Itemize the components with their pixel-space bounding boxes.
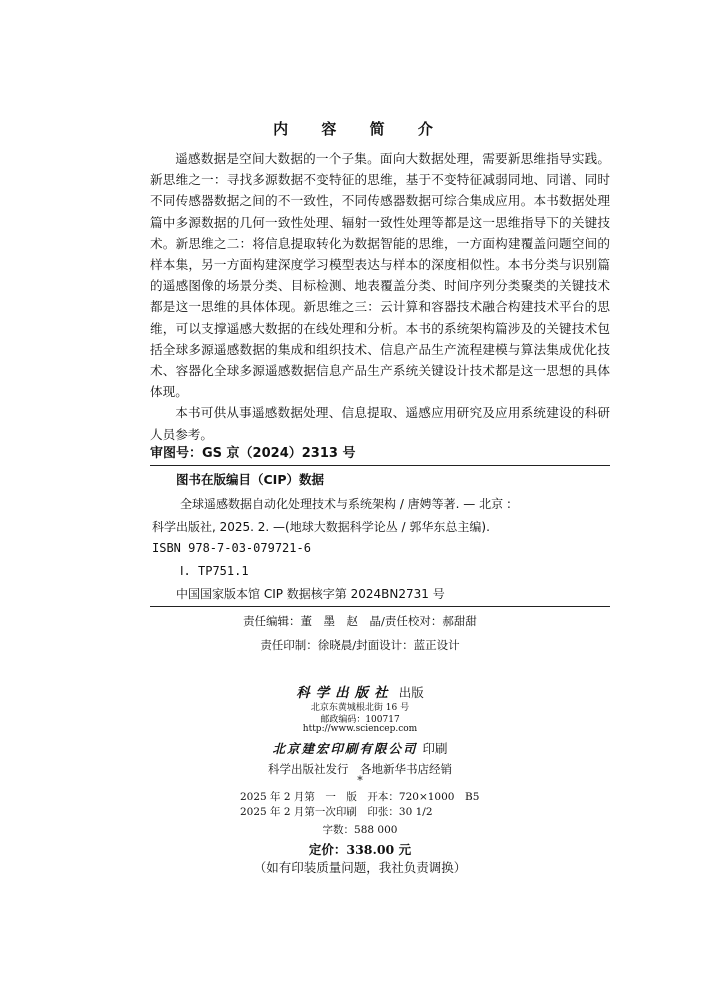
summary-paragraph-1: 遥感数据是空间大数据的一个子集。面向大数据处理，需要新思维指导实践。新思维之一：寻找多源数据不变特征的思维，基于不变特征减弱同地、同谱、同时不同传感器数据之间的不一致性，不同传感器数据可综合集成应用。本书数据处理篇中多源数据的几何一致性处理、辐射一致性处理等都是这一思维指导下的关键技术。新思维之二：将信息提取转化为数据智能的思维，一方面构建覆盖问题空间的样本集，另一方面构建深度学习模型表达与样本的深度相似性。本书分类与识别篇的遥感图像的场景分类、目标检测、地表覆盖分类、时间序列分类聚类的关键技术都是这一思维的具体体现。新思维之三：云计算和容器技术融合构建技术平台的思维，可以支撑遥感大数据的在线处理和分析。本书的系统架构篇涉及的关键技术包括全球多源遥感数据的集成和组织技术、信息产品生产流程建模与算法集成优化技术、容器化全球多源遥感数据信息产品生产系统关键设计技术都是这一思想的具体体现。 [150,151,610,400]
map-review-number: 审图号：GS 京（2024）2313 号 [150,446,356,461]
production-line: 责任印制：徐晓晨/封面设计：蓝正设计 [260,638,460,652]
cip-classification: Ⅰ. TP751.1 [180,564,249,578]
cip-title-line: 全球遥感数据自动化处理技术与系统架构 / 唐娉等著. — 北京 : [180,497,511,511]
cip-heading: 图书在版编目（CIP）数据 [176,472,324,487]
quality-note: （如有印装质量问题，我社负责调换） [253,860,467,875]
printing-line: 2025 年 2 月第一次印刷 印张：30 1/2 [240,806,433,818]
editor-line: 责任编辑：董 墨 赵 晶/责任校对：郝甜甜 [243,614,477,628]
price: 定价：338.00 元 [308,842,412,857]
cip-record-number: 中国国家版本馆 CIP 数据核字第 2024BN2731 号 [176,587,445,601]
summary-paragraph-2: 本书可供从事遥感数据处理、信息提取、遥感应用研究及应用系统建设的科研人员参考。 [150,405,610,442]
publisher-postcode: 邮政编码：100717 [320,715,400,725]
divider-bottom [150,606,610,607]
separator-star: * [357,774,363,787]
summary-body [150,148,610,445]
cip-isbn: ISBN 978-7-03-079721-6 [152,541,311,555]
publisher-name: 科学出版社 [296,685,394,701]
divider-top [150,465,610,466]
printer-suffix: 印刷 [422,741,448,756]
publisher-suffix: 出版 [398,685,424,700]
cip-publisher-line: 科学出版社, 2025. 2. —(地球大数据科学论丛 / 郭华东总主编). [152,520,490,534]
publisher-address: 北京东黄城根北街 16 号 [310,703,410,713]
edition-line: 2025 年 2 月第 一 版 开本：720×1000 B5 [240,791,480,803]
publisher-url: http://www.sciencep.com [302,724,418,734]
publisher-line [0,681,720,701]
distribution-line: 科学出版社发行 各地新华书店经销 [268,762,452,776]
word-count: 字数：588 000 [322,824,398,836]
printer-line [0,738,720,757]
printer-name: 北京建宏印刷有限公司 [272,741,418,756]
summary-title: 内 容 简 介 [273,120,447,138]
